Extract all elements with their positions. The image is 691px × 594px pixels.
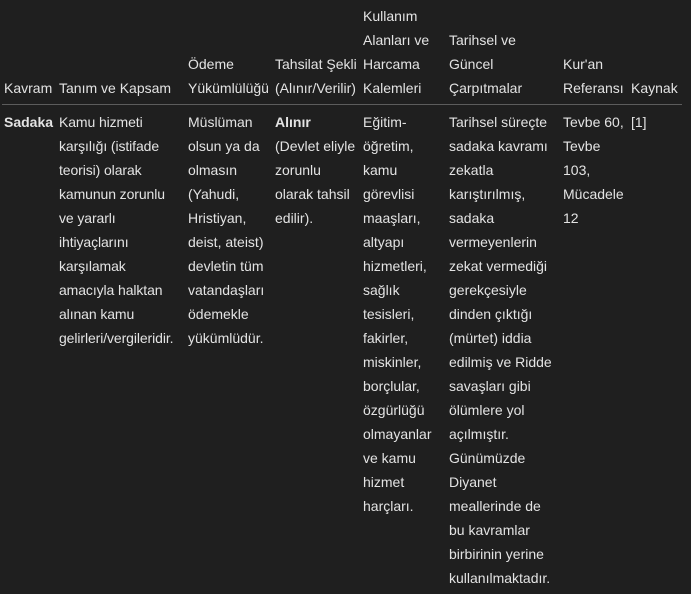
cell-line: teorisi) olarak: [59, 162, 142, 178]
cell-line: karşılamak: [59, 258, 126, 274]
cell-line: karşılığı (istifade: [59, 138, 160, 154]
header-odeme: [188, 52, 272, 100]
cell-line: ihtiyaçlarını: [59, 234, 129, 250]
cell-line: ödemekle: [188, 306, 249, 322]
cell-line: altyapı: [363, 234, 405, 250]
cell-line: olmayanlar: [363, 426, 432, 442]
cell-line: harçları.: [363, 498, 414, 514]
cell-line: Günümüzde: [449, 450, 526, 466]
cell-line: Tarihsel süreçte: [449, 114, 548, 130]
cell-line: sadaka: [449, 210, 495, 226]
cell-line: Ödeme: [188, 56, 234, 72]
cell-line: ve yararlı: [59, 210, 116, 226]
cell-line: vermeyenlerin: [449, 234, 537, 250]
cell-line: edilmiş ve Ridde: [449, 354, 552, 370]
cell-line: dinden çıktığı: [449, 306, 533, 322]
cell-line: Güncel: [449, 56, 494, 72]
header-divider: [2, 104, 682, 105]
cell-line: açılmıştır.: [449, 426, 509, 442]
header-tanim: [59, 76, 183, 100]
cell-line: Kur'an: [563, 56, 604, 72]
cell-line: karıştırılmış,: [449, 186, 526, 202]
table-row: [0, 110, 691, 594]
cell-kavram: Sadaka: [4, 114, 54, 130]
cell-line: 103,: [563, 162, 591, 178]
cell-kuran: [563, 110, 627, 230]
cell-line: hizmet: [363, 474, 405, 490]
cell-line: maaşları,: [363, 210, 421, 226]
cell-line: kullanılmaktadır.: [449, 570, 551, 586]
cell-line: Tevbe: [563, 138, 601, 154]
cell-odeme: [188, 110, 272, 350]
cell-line: kamunun zorunlu: [59, 186, 165, 202]
cell-line: gerekçesiyle: [449, 282, 527, 298]
cell-kaynak: [1]: [631, 114, 647, 130]
header-kullanim: [363, 4, 445, 100]
cell-line: Referansı: [563, 80, 624, 96]
cell-line: deist, ateist): [188, 234, 264, 250]
cell-line: zekat vermediği: [449, 258, 548, 274]
cell-line: Hristiyan,: [188, 210, 247, 226]
header-tarihsel: [449, 28, 559, 100]
cell-line: Kaynak: [631, 80, 678, 96]
header-tahsilat: [275, 52, 361, 100]
table-header: [0, 0, 691, 104]
cell-line: öğretim,: [363, 138, 414, 154]
cell-tahsilat-detail: [275, 134, 361, 230]
cell-line: Alanları ve: [363, 32, 430, 48]
cell-line: (Alınır/Verilir): [275, 80, 356, 96]
cell-line: miskinler,: [363, 354, 422, 370]
cell-line: sağlık: [363, 282, 400, 298]
cell-line: amacıyla halktan: [59, 282, 163, 298]
cell-line: Yükümlülüğü: [188, 80, 269, 96]
cell-line: Eğitim-: [363, 114, 407, 130]
cell-line: Kavram: [4, 80, 53, 96]
cell-line: olmasın: [188, 162, 238, 178]
cell-line: savaşları gibi: [449, 378, 531, 394]
cell-line: fakirler,: [363, 330, 409, 346]
cell-line: Harcama: [363, 56, 420, 72]
cell-line: (Devlet eliyle: [275, 138, 356, 154]
cell-line: gelirleri/vergileridir.: [59, 330, 174, 346]
header-kavram: [4, 76, 56, 100]
cell-tahsilat: [275, 110, 361, 230]
header-kaynak: [631, 76, 683, 100]
cell-line: alınan kamu: [59, 306, 135, 322]
cell-line: ve kamu: [363, 450, 416, 466]
cell-line: Kullanım: [363, 8, 418, 24]
cell-line: devletin tüm: [188, 258, 264, 274]
cell-line: zekatla: [449, 162, 494, 178]
cell-line: Tanım ve Kapsam: [59, 80, 172, 96]
cell-line: Tarihsel ve: [449, 32, 516, 48]
cell-line: Tahsilat Şekli: [275, 56, 357, 72]
cell-kullanim: [363, 110, 445, 518]
cell-line: Kalemleri: [363, 80, 422, 96]
cell-line: olsun ya da: [188, 138, 260, 154]
cell-line: Mücadele: [563, 186, 624, 202]
cell-line: ölümlere yol: [449, 402, 525, 418]
cell-line: görevlisi: [363, 186, 415, 202]
cell-line: tesisleri,: [363, 306, 415, 322]
cell-line: vatandaşları: [188, 282, 265, 298]
cell-line: Müslüman: [188, 114, 253, 130]
header-kuran: [563, 52, 627, 100]
cell-line: bu kavramlar: [449, 522, 530, 538]
cell-line: özgürlüğü: [363, 402, 425, 418]
cell-line: yükümlüdür.: [188, 330, 264, 346]
cell-line: edilir).: [275, 210, 314, 226]
cell-line: (Yahudi,: [188, 186, 240, 202]
cell-line: zorunlu: [275, 162, 321, 178]
cell-line: 12: [563, 210, 579, 226]
cell-line: birbirinin yerine: [449, 546, 544, 562]
cell-tarihsel: [449, 110, 559, 590]
cell-line: sadaka kavramı: [449, 138, 548, 154]
cell-line: (mürtet) iddia: [449, 330, 532, 346]
cell-line: borçlular,: [363, 378, 420, 394]
cell-line: Çarpıtmalar: [449, 80, 523, 96]
cell-line: kamu: [363, 162, 398, 178]
cell-tanim: [59, 110, 187, 350]
cell-line: hizmetleri,: [363, 258, 427, 274]
cell-line: Diyanet: [449, 474, 497, 490]
cell-line: Kamu hizmeti: [59, 114, 143, 130]
cell-line: olarak tahsil: [275, 186, 350, 202]
cell-line: Tevbe 60,: [563, 114, 624, 130]
cell-tahsilat-bold: Alınır: [275, 114, 311, 130]
cell-line: meallerinde de: [449, 498, 541, 514]
